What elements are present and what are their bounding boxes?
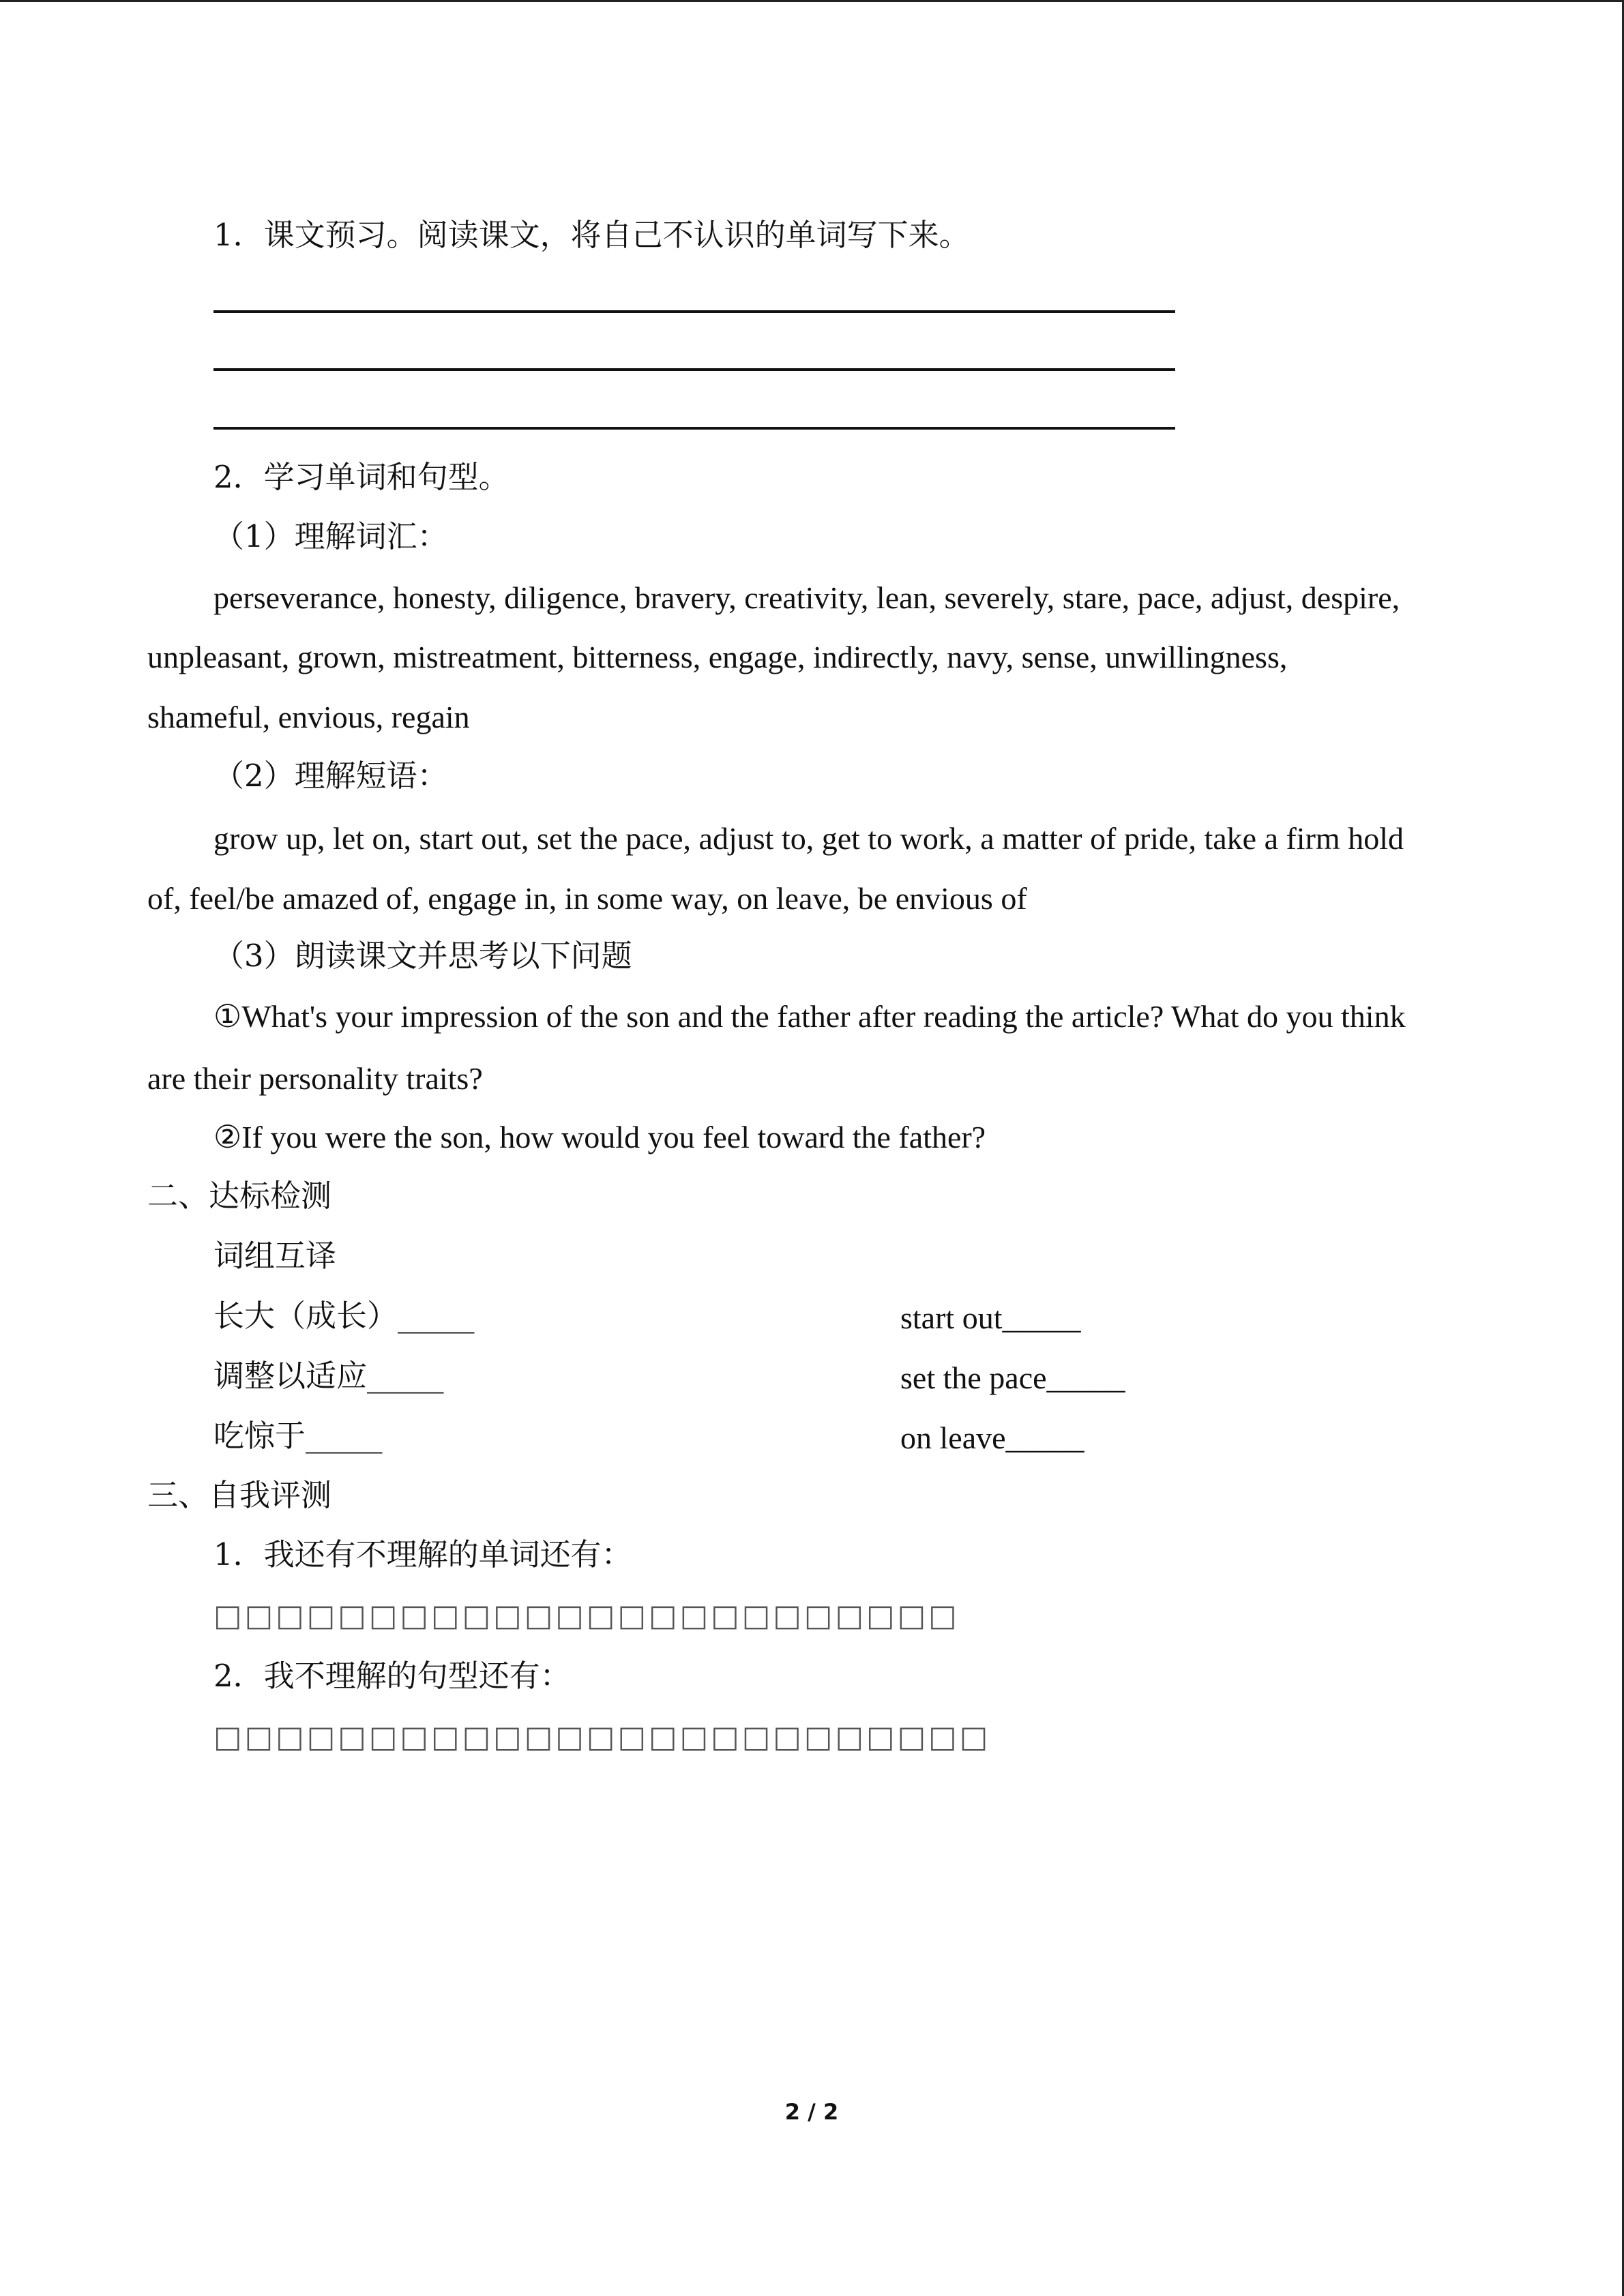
translation-left-item[interactable]: 调整以适应_____	[213, 1358, 444, 1394]
phrases-list-line-2: of, feel/be amazed of, engage in, in some way, on leave, be envious of	[147, 881, 1027, 916]
vocab-subheading: （1）理解词汇：	[213, 518, 448, 554]
preview-instruction: 1．课文预习。阅读课文，将自己不认识的单词写下来。	[213, 217, 970, 253]
question-1-line-1: ①What's your impression of the son and the father after reading the article? What do you think	[213, 999, 1406, 1034]
translation-left-item[interactable]: 长大（成长）_____	[213, 1298, 475, 1334]
translation-right-item[interactable]: on leave_____	[900, 1420, 1084, 1455]
vocab-list-line-2: unpleasant, grown, mistreatment, bitterness, engage, indirectly, navy, sense, unwillingness,	[147, 640, 1288, 674]
reading-subheading: （3）朗读课文并思考以下问题	[213, 938, 632, 974]
vocab-list-line-1: perseverance, honesty, diligence, bravery, creativity, lean, severely, stare, pace, adjust, despire,	[213, 580, 1400, 615]
section-3-heading: 三、自我评测	[147, 1477, 332, 1513]
study-instruction: 2．学习单词和句型。	[213, 459, 510, 495]
translation-left-item[interactable]: 吃惊于_____	[213, 1418, 383, 1454]
answer-line-1[interactable]	[213, 310, 1175, 313]
self-eval-sentences-boxes[interactable]: □□□□□□□□□□□□□□□□□□□□□□□□□	[213, 1720, 991, 1755]
vocab-list-line-3: shameful, envious, regain	[147, 700, 470, 734]
self-eval-sentences-label: 2．我不理解的句型还有：	[213, 1658, 571, 1694]
question-2: ②If you were the son, how would you feel toward the father?	[213, 1120, 986, 1154]
question-1-line-2: are their personality traits?	[147, 1061, 483, 1096]
translation-subheading: 词组互译	[213, 1238, 337, 1274]
answer-line-3[interactable]	[213, 427, 1175, 430]
page-number: 2 / 2	[784, 2099, 839, 2125]
phrases-list-line-1: grow up, let on, start out, set the pace, adjust to, get to work, a matter of pride, take a firm hold	[213, 821, 1404, 856]
translation-right-item[interactable]: start out_____	[900, 1300, 1081, 1335]
self-eval-words-boxes[interactable]: □□□□□□□□□□□□□□□□□□□□□□□□	[213, 1598, 960, 1633]
translation-right-item[interactable]: set the pace_____	[900, 1360, 1125, 1395]
page-top-border	[0, 0, 1624, 2]
self-eval-words-label: 1．我还有不理解的单词还有：	[213, 1536, 632, 1572]
phrases-subheading: （2）理解短语：	[213, 758, 448, 794]
answer-line-2[interactable]	[213, 368, 1175, 371]
section-2-heading: 二、达标检测	[147, 1178, 332, 1214]
